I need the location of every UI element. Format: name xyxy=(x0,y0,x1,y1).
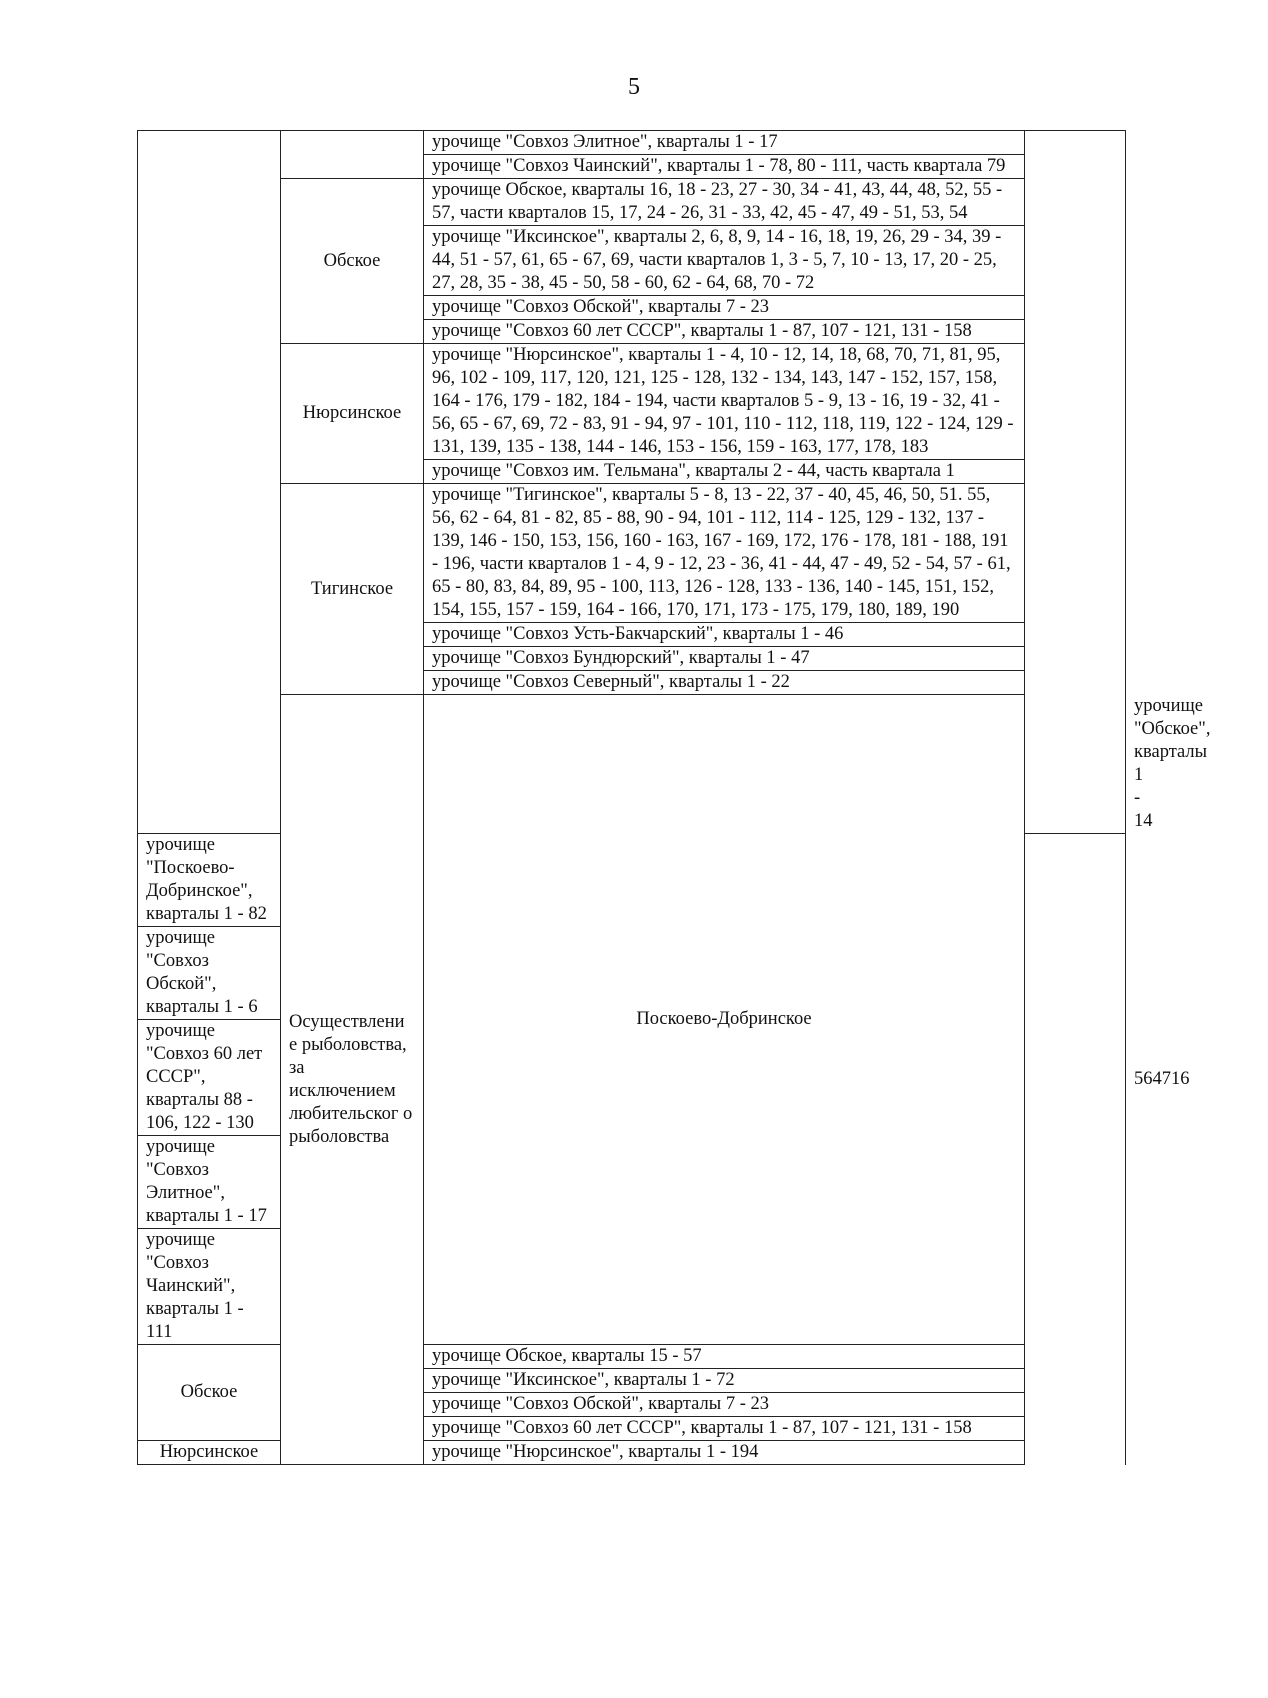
district-cell: Обское xyxy=(138,1345,281,1441)
table-row xyxy=(138,179,1126,226)
activity-cell xyxy=(138,131,281,834)
tract-cell: урочище "Совхоз 60 лет СССР", кварталы 1 - 87, 107 - 121, 131 - 158 xyxy=(424,1417,1025,1441)
activity-cell: Осуществлени е рыболовства, за исключением любительског о рыболовства xyxy=(281,695,424,1465)
table-row xyxy=(138,131,1126,155)
table-row xyxy=(138,484,1126,623)
district-cell xyxy=(281,131,424,179)
tract-cell: урочище "Совхоз Усть-Бакчарский", кварталы 1 - 46 xyxy=(424,623,1025,647)
tract-cell: урочище "Совхоз Элитное", кварталы 1 - 17 xyxy=(424,131,1025,155)
tract-cell: урочище Обское, кварталы 15 - 57 xyxy=(424,1345,1025,1369)
tract-cell: урочище "Совхоз Элитное", кварталы 1 - 17 xyxy=(138,1136,281,1229)
district-cell: Тигинское xyxy=(281,484,424,695)
district-cell: Нюрсинское xyxy=(281,344,424,484)
tract-cell: урочище "Нюрсинское", кварталы 1 - 194 xyxy=(424,1441,1025,1465)
territory-table xyxy=(137,130,1211,1465)
district-cell: Поскоево-Добринское xyxy=(424,695,1025,1345)
district-cell: Нюрсинское xyxy=(138,1441,281,1465)
tract-cell: урочище "Иксинское", кварталы 1 - 72 xyxy=(424,1369,1025,1393)
tract-cell: урочище "Совхоз Чаинский", кварталы 1 - 111 xyxy=(138,1229,281,1345)
tract-cell: урочище "Совхоз 60 лет СССР", кварталы 1 - 87, 107 - 121, 131 - 158 xyxy=(424,320,1025,344)
tract-cell: урочище "Совхоз Обской", кварталы 1 - 6 xyxy=(138,927,281,1020)
area-cell xyxy=(1025,131,1126,834)
table-row xyxy=(138,344,1126,460)
tract-cell: урочище "Совхоз Чаинский", кварталы 1 - 78, 80 - 111, часть квартала 79 xyxy=(424,155,1025,179)
tract-cell: урочище "Нюрсинское", кварталы 1 - 4, 10 - 12, 14, 18, 68, 70, 71, 81, 95, 96, 102 - 109, 117, 120, 121, 125 - 128, 132 - 134, 143, 147 - 152, 157, 158, 164 - 176, 179 - 182, 184 - 194, части кварталов 5 - 9, 13 - 16, 19 - 32, 41 - 56, 65 - 67, 69, 72 - 83, 91 - 94, 97 - 101, 110 - 112, 118, 119, 122 - 124, 129 - 131, 139, 135 - 138, 144 - 146, 153 - 156, 159 - 163, 177, 178, 183 xyxy=(424,344,1025,460)
tract-cell: урочище "Совхоз Обской", кварталы 7 - 23 xyxy=(424,296,1025,320)
tract-cell: урочище "Совхоз им. Тельмана", кварталы 2 - 44, часть квартала 1 xyxy=(424,460,1025,484)
tract-cell: урочище "Совхоз 60 лет СССР", кварталы 88 - 106, 122 - 130 xyxy=(138,1020,281,1136)
page-number: 5 xyxy=(628,74,640,100)
tract-cell: урочище Обское, кварталы 16, 18 - 23, 27 - 30, 34 - 41, 43, 44, 48, 52, 55 - 57, части кварталов 15, 17, 24 - 26, 31 - 33, 42, 45 - 47, 49 - 51, 53, 54 xyxy=(424,179,1025,226)
tract-cell: урочище "Поскоево-Добринское", кварталы 1 - 82 xyxy=(138,834,281,927)
tract-cell: урочище "Совхоз Бундюрский", кварталы 1 - 47 xyxy=(424,647,1025,671)
district-cell: Обское xyxy=(281,179,424,344)
tract-cell: урочище "Совхоз Северный", кварталы 1 - 22 xyxy=(424,671,1025,695)
tract-cell: урочище "Тигинское", кварталы 5 - 8, 13 - 22, 37 - 40, 45, 46, 50, 51. 55, 56, 62 - 64, 81 - 82, 85 - 88, 90 - 94, 101 - 112, 114 - 125, 129 - 132, 137 - 139, 146 - 150, 153, 156, 160 - 163, 167 - 169, 172, 176 - 178, 181 - 188, 191 - 196, части кварталов 1 - 4, 9 - 12, 23 - 36, 41 - 44, 47 - 49, 52 - 54, 57 - 61, 65 - 80, 83, 84, 89, 95 - 100, 113, 126 - 128, 133 - 136, 140 - 145, 151, 152, 154, 155, 157 - 159, 164 - 166, 170, 171, 173 - 175, 179, 180, 189, 190 xyxy=(424,484,1025,623)
tract-cell: урочище "Иксинское", кварталы 2, 6, 8, 9, 14 - 16, 18, 19, 26, 29 - 34, 39 - 44, 51 - 57, 61, 65 - 67, 69, части кварталов 1, 3 - 5, 7, 10 - 13, 17, 20 - 25, 27, 28, 35 - 38, 45 - 50, 58 - 60, 62 - 64, 68, 70 - 72 xyxy=(424,226,1025,296)
table-row: Осуществлени е рыболовства, за исключением любительског о рыболовства Поскоево-Добринское урочище "Обское", кварталы 1 - 14 564716 xyxy=(138,695,1126,834)
tract-cell: урочище "Совхоз Обской", кварталы 7 - 23 xyxy=(424,1393,1025,1417)
